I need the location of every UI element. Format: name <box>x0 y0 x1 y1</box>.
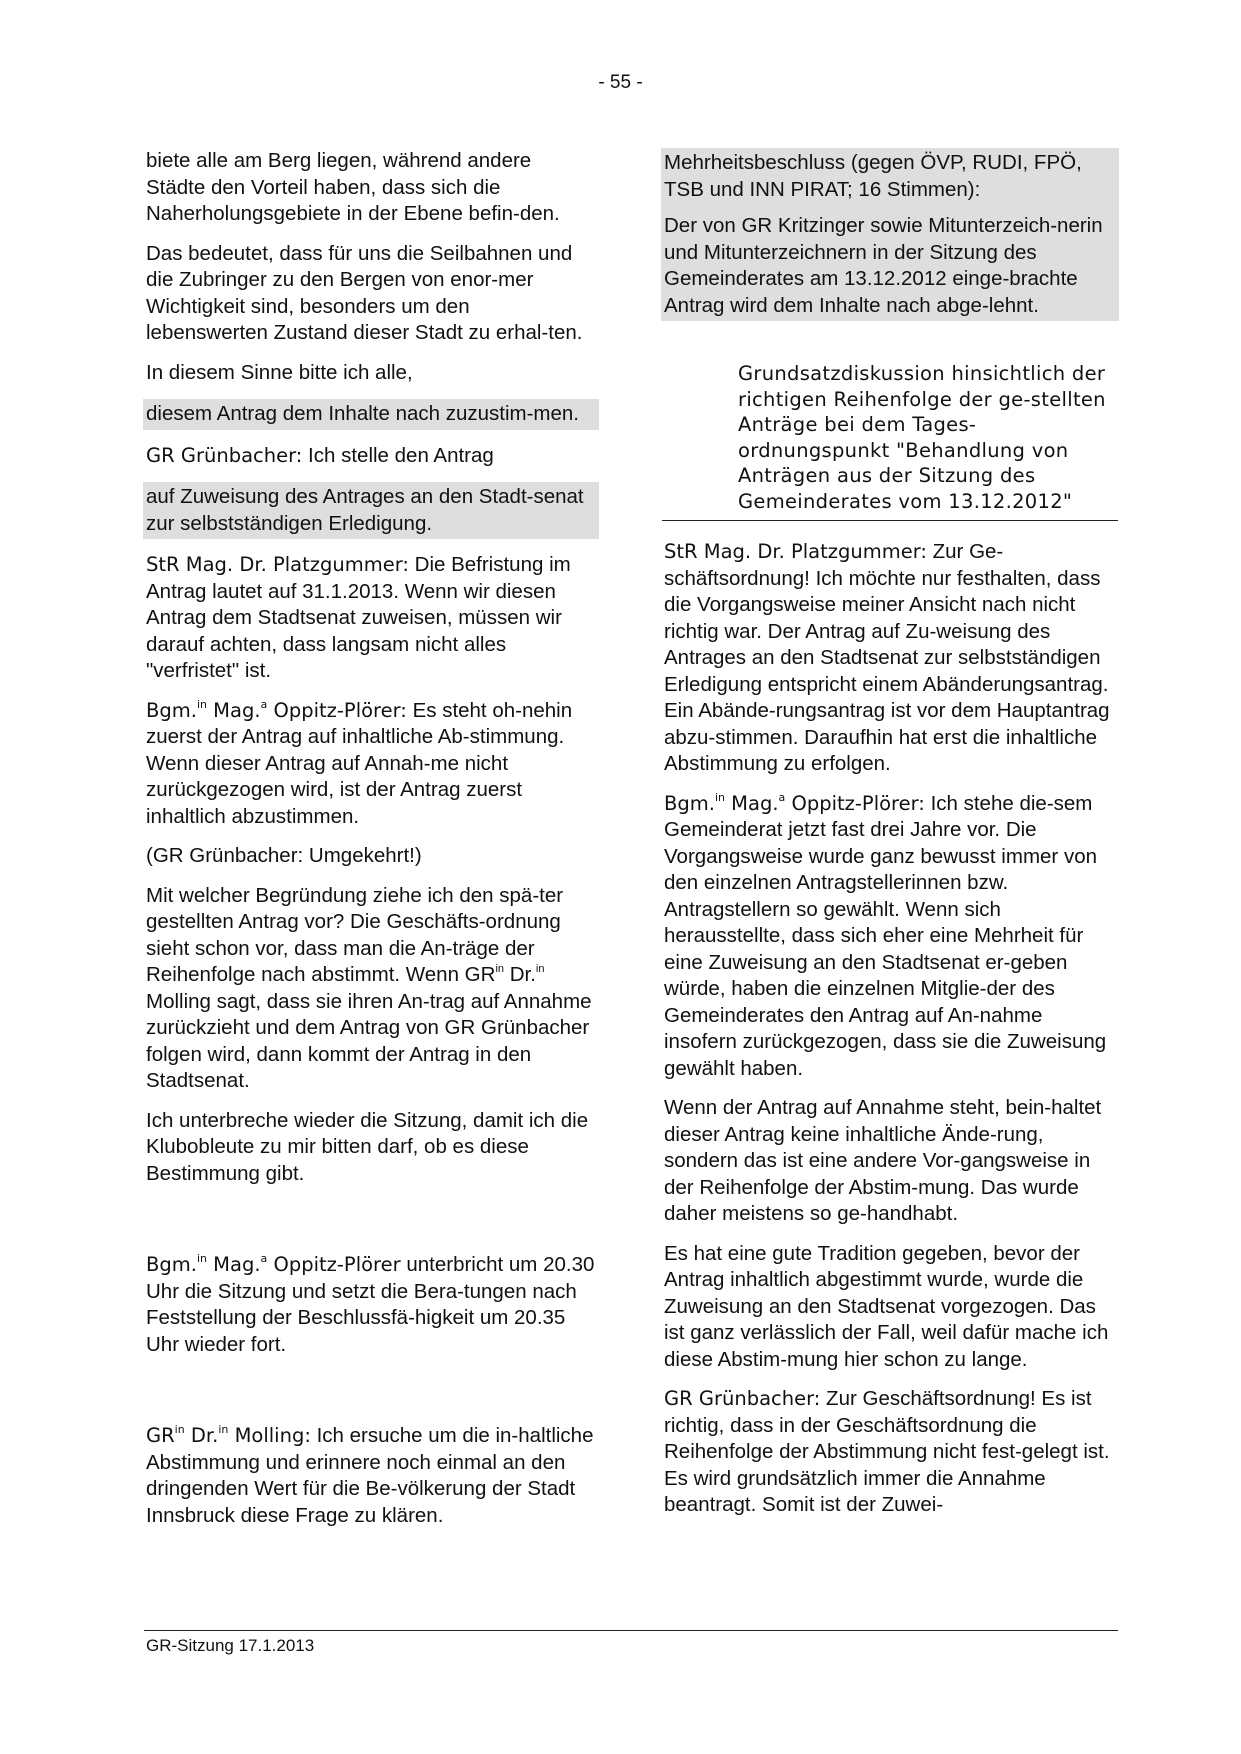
spacer <box>146 1200 596 1252</box>
speech-text: Ich ersuche um die in-haltliche Abstimmung und erinnere noch einmal an den dringenden Wert für die Be-völkerung der Stadt Innsbruck diese Frage zu klären. <box>146 1424 594 1527</box>
speaker-title: Bgm. <box>664 791 715 815</box>
speech-text: Ich stelle den Antrag <box>302 443 494 467</box>
motion-highlight: auf Zuweisung des Antrages an den Stadt-senat zur selbstständigen Erledigung. <box>143 482 599 539</box>
session-note <box>146 1252 596 1358</box>
superscript: in <box>218 1423 229 1436</box>
speaker-title: Dr. <box>184 1424 219 1447</box>
speaker-surname: Oppitz-Plörer: <box>267 698 407 722</box>
paragraph: Das bedeutet, dass für uns die Seilbahnen und die Zubringer zu den Bergen von enor-mer Wichtigkeit sind, besonders um den lebenswerten Zustand dieser Stadt zu erhal-ten. <box>146 241 583 344</box>
speaker-title: Mag. <box>206 698 261 722</box>
speech-paragraph <box>146 443 596 470</box>
paragraph: Ich unterbreche wieder die Sitzung, damit ich die Klubobleute zu mir bitten darf, ob es diese Bestimmung gibt. <box>146 1108 589 1185</box>
interjection: (GR Grünbacher: Umgekehrt!) <box>146 844 422 867</box>
superscript: a <box>260 1252 268 1265</box>
speech-text: Es steht oh-nehin zuerst der Antrag auf inhaltliche Ab-stimmung. Wenn dieser Antrag auf Annah-me nicht zurückgezogen wird, ist der Antrag zuerst inhaltlich abzustimmen. <box>146 698 573 828</box>
speech-paragraph <box>664 539 1116 778</box>
speech-text: unterbricht um 20.30 Uhr die Sitzung und setzt die Bera-tungen nach Feststellung der Beschlussfä-higkeit um 20.35 Uhr wieder fort. <box>146 1253 595 1356</box>
speaker-name: StR Mag. Dr. Platzgummer: <box>664 540 927 563</box>
speaker-name: GR Grünbacher: <box>664 1387 821 1410</box>
paragraph <box>146 883 596 1095</box>
speaker-title: GR <box>146 1424 175 1447</box>
speech-paragraph <box>664 791 1116 1083</box>
speaker-name: GR Grünbacher: <box>146 443 303 467</box>
speaker-title: Bgm. <box>146 1253 197 1276</box>
speech-text: Zur Geschäftsordnung! Es ist richtig, dass in der Geschäftsordnung die Reihenfolge der Abstimmung nicht fest-gelegt ist. Es wird grundsätzlich immer die Annahme beantragt. Somit ist der Zuwei- <box>664 1387 1110 1516</box>
superscript: in <box>174 1423 185 1436</box>
footer-divider <box>144 1630 1118 1631</box>
paragraph: In diesem Sinne bitte ich alle, <box>146 360 413 384</box>
text-part: Molling sagt, dass sie ihren An-trag auf Annahme zurückzieht und dem Antrag von GR Grünbacher folgen wird, dann kommt der Antrag in den Stadtsenat. <box>146 989 592 1092</box>
speech-paragraph <box>664 1386 1116 1519</box>
speaker-title: Mag. <box>206 1253 261 1276</box>
speaker-title: Bgm. <box>146 698 197 722</box>
speech-paragraph <box>146 552 596 685</box>
footer-session-label: GR-Sitzung 17.1.2013 <box>146 1636 315 1655</box>
speaker-name: StR Mag. Dr. Platzgummer: <box>146 553 409 576</box>
heading-divider <box>662 520 1118 521</box>
motion-highlight: diesem Antrag dem Inhalte nach zuzustim-men. <box>143 399 599 430</box>
page-number: - 55 - <box>598 72 643 93</box>
superscript: in <box>714 790 725 804</box>
section-heading: Grundsatzdiskussion hinsichtlich der richtigen Reihenfolge der ge-stellten Anträge bei dem Tages-ordnungspunkt "Behandlung von Anträgen aus der Sitzung des Gemeinderates vom 13.12.2012" <box>738 362 1106 513</box>
text-part: Mit welcher Begründung ziehe ich den spä-ter gestellten Antrag vor? Die Geschäfts-ordnung sieht schon vor, dass man die An-träge der Reihenfolge nach abstimmt. Wenn GR <box>146 883 564 986</box>
left-column <box>146 148 596 1542</box>
speech-text: Ich stehe die-sem Gemeinderat jetzt fast drei Jahre vor. Die Vorgangsweise wurde ganz bewusst immer von den einzelnen Antragstellerinnen bzw. Antragstellern so gewählt. Wenn sich herausstellte, dass sich eher eine Mehrheit für eine Zuweisung an den Stadtsenat er-geben würde, haben die einzelnen Mitglie-der des Gemeinderates den Antrag auf An-nahme insofern zurückgezogen, dass sie die Zuweisung gewählt haben. <box>664 791 1107 1080</box>
superscript: in <box>495 963 504 975</box>
paragraph: Wenn der Antrag auf Annahme steht, bein-haltet dieser Antrag keine inhaltliche Ände-rung, sondern das ist eine andere Vor-gangsweise in der Reihenfolge der Abstim-mung. Das wurde daher meistens so ge-handhabt. <box>664 1096 1102 1225</box>
speech-paragraph <box>146 698 596 831</box>
resolution-result: Mehrheitsbeschluss (gegen ÖVP, RUDI, FPÖ, TSB und INN PIRAT; 16 Stimmen): <box>664 151 1082 201</box>
text-part: Dr. <box>504 963 536 986</box>
spacer <box>146 1371 596 1423</box>
speaker-surname: Oppitz-Plörer <box>267 1253 401 1276</box>
speech-text: Zur Ge-schäftsordnung! Ich möchte nur festhalten, dass die Vorgangsweise meiner Ansicht nach nicht richtig war. Der Antrag auf Zu-weisung des Antrages an den Stadtsenat zur selbstständigen Erledigung entspricht einem Abänderungsantrag. Ein Abände-rungsantrag ist vor dem Hauptantrag abzu-stimmen. Daraufhin hat erst die inhaltliche Abstimmung zu erfolgen. <box>664 540 1110 775</box>
speaker-title: Mag. <box>724 791 779 815</box>
resolution-text: Der von GR Kritzinger sowie Mitunterzeich-nerin und Mitunterzeichnern in der Sitzung des Gemeinderates am 13.12.2012 einge-brachte Antrag wird dem Inhalte nach abge-lehnt. <box>664 214 1103 317</box>
speech-paragraph <box>146 1423 596 1529</box>
speaker-name <box>146 1253 401 1276</box>
speaker-name <box>146 1424 311 1447</box>
superscript: a <box>260 697 268 711</box>
speaker-surname: Oppitz-Plörer: <box>785 791 925 815</box>
speaker-surname: Molling: <box>228 1424 311 1447</box>
right-column <box>664 148 1116 1532</box>
superscript: in <box>196 697 207 711</box>
superscript: a <box>778 790 786 804</box>
speaker-name <box>664 792 925 815</box>
superscript: in <box>535 963 545 975</box>
paragraph: Es hat eine gute Tradition gegeben, bevor der Antrag inhaltlich abgestimmt wurde, wurde die Zuweisung an den Stadtsenat vorgezogen. Das ist ganz verlässlich der Fall, weil dafür mache ich diese Abstim-mung hier schon zu lange. <box>664 1241 1109 1371</box>
superscript: in <box>196 1252 207 1265</box>
speaker-name <box>146 699 407 722</box>
paragraph: biete alle am Berg liegen, während andere Städte den Vorteil haben, dass sich die Naherholungsgebiete in der Ebene befin-den. <box>146 149 560 225</box>
resolution-block <box>661 148 1119 321</box>
speech-text: Die Befristung im Antrag lautet auf 31.1.2013. Wenn wir diesen Antrag dem Stadtsenat zuweisen, müssen wir darauf achten, dass langsam nicht alles "verfristet" ist. <box>146 553 571 682</box>
